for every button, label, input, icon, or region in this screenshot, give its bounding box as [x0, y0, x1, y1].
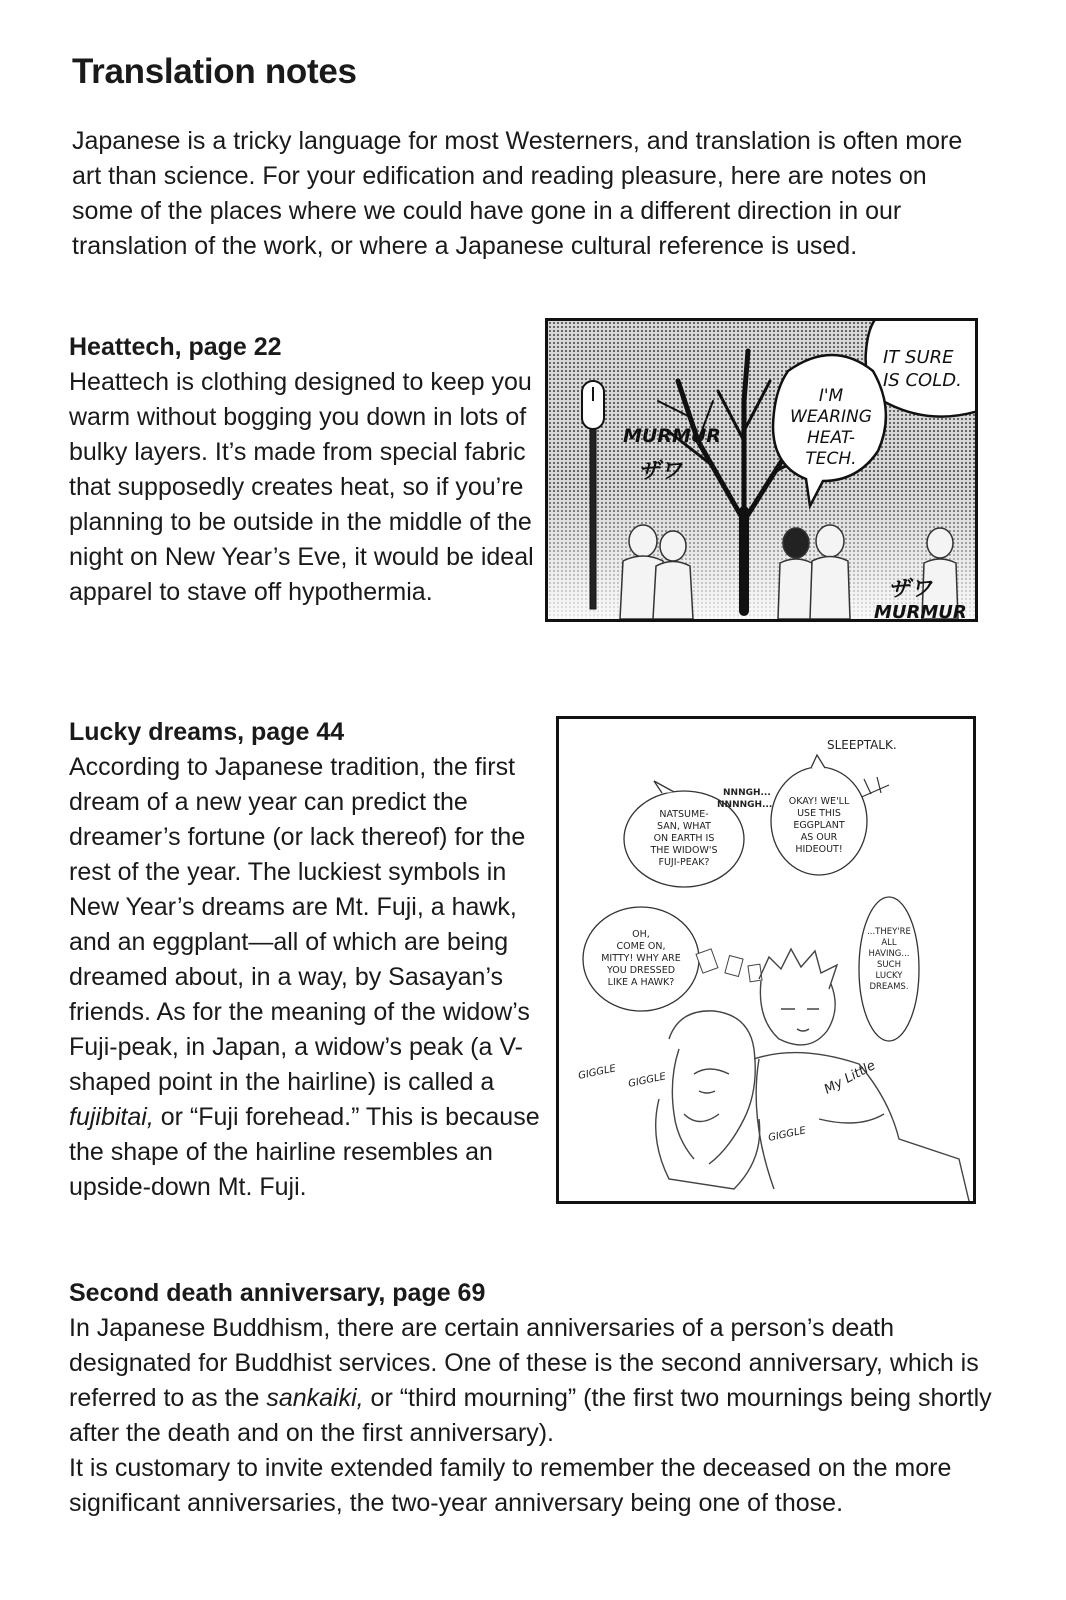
bubble-line: YOU DRESSED — [606, 965, 676, 976]
bubble-line: SAN, WHAT — [657, 821, 711, 832]
section-body — [69, 1311, 1019, 1451]
italic-term: fujibitai, — [69, 1103, 154, 1131]
section-heading: Lucky dreams, page 44 — [69, 718, 345, 746]
section-body-second: It is customary to invite extended family to remember the deceased on the more significant anniversaries, the two-year anniversary being one of those. — [69, 1454, 952, 1517]
bubble-line: ...THEY'RE — [867, 927, 911, 937]
bubble-line: DREAMS. — [869, 982, 909, 992]
sfx-giggle: GIGGLE — [577, 1063, 617, 1082]
svg-text:OKAY! WE'LLUSE THISEGGPLANTAS — [789, 796, 850, 855]
bubble-line: IT SURE — [883, 347, 954, 368]
bubble-line: HEAT- — [806, 428, 856, 448]
bubble-line: USE THIS — [797, 808, 841, 819]
sfx-murmur-top: MURMUR — [623, 425, 721, 447]
body-text: In Japanese Buddhism, there are certain anniversaries of a person’s death designated for Buddhist services. One of these is the second anniversary, which is referred to as the — [69, 1314, 979, 1412]
bubble-line: COME ON, — [616, 941, 666, 952]
bubble-line: AS OUR — [800, 832, 838, 843]
bubble-line: HAVING... — [868, 949, 910, 959]
speech-bubble-hawk — [583, 907, 699, 1011]
bubble-line: LUCKY — [875, 971, 903, 981]
section-lucky-dreams — [69, 715, 549, 1205]
bubble-line: WEARING — [790, 407, 872, 427]
sleeping-girl — [656, 1011, 760, 1189]
svg-text:NATSUME-SAN, WHATON EARTH ISTH — [650, 809, 718, 868]
bubble-line: LIKE A HAWK? — [607, 977, 675, 988]
italic-term: sankaiki, — [266, 1384, 364, 1412]
sleeptalk-nnngh: NNNGH... — [723, 788, 771, 798]
bubble-line: OKAY! WE'LL — [788, 796, 850, 807]
bubble-line: MITTY! WHY ARE — [601, 953, 681, 964]
bubble-line: IS COLD. — [883, 370, 962, 391]
paper-scraps — [696, 949, 762, 982]
bubble-line: SUCH — [877, 960, 901, 970]
manga-panel-heattech — [545, 318, 978, 622]
svg-text:NNNGH...NNNNGH... — [717, 788, 772, 810]
bubble-line: HIDEOUT! — [795, 844, 843, 855]
section-heading: Second death anniversary, page 69 — [69, 1279, 486, 1307]
bubble-line: ON EARTH IS — [653, 833, 715, 844]
bubble-line: I'M — [818, 386, 844, 406]
bubble-line: EGGPLANT — [793, 820, 845, 831]
sfx-kana-bottom: ザワ — [888, 577, 933, 602]
sleeptalk-nnngh: NNNNGH... — [717, 800, 773, 810]
section-heattech — [69, 330, 539, 610]
manga-illustration-sleeping — [559, 719, 973, 1201]
body-text: According to Japanese tradition, the first dream of a new year can predict the dreamer’s fortune (or lack thereof) for the rest of the year. The luckiest symbols in New Year’s dreams are Mt. Fuji, a hawk, and an eggplant—all of which are being dreamed about, in a way, by Sasayan’s friends. As for the meaning of the widow’s Fuji-peak, in Japan, a widow’s peak (a V-shaped point in the hairline) is called a — [69, 753, 530, 1096]
caption-sleeptalk: SLEEPTALK. — [827, 738, 897, 752]
section-body — [69, 750, 549, 1205]
bubble-line: ALL — [881, 938, 897, 948]
body-text: or “third mourning” (the first two mournings being shortly after the death and on the first anniversary). — [69, 1384, 992, 1447]
bubble-line: FUJI-PEAK? — [658, 857, 710, 868]
speech-bubble-lucky-dreams — [859, 897, 919, 1041]
bubble-line: TECH. — [805, 449, 857, 469]
section-death-anniversary — [69, 1276, 1019, 1521]
sfx-giggle: GIGGLE — [627, 1071, 667, 1090]
sfx-giggle: GIGGLE — [767, 1125, 807, 1144]
section-body: Heattech is clothing designed to keep you warm without bogging you down in lots of bulky layers. It’s made from special fabric that supposedly creates heat, so if you’re planning to be outside in the middle of the night on New Year’s Eve, it would be ideal apparel to stave off hypothermia. — [69, 368, 534, 606]
manga-illustration-street — [548, 321, 975, 619]
body-text: or “Fuji forehead.” This is because the shape of the hairline resembles an upside-down Mt. Fuji. — [69, 1103, 540, 1201]
manga-panel-lucky-dreams — [556, 716, 976, 1204]
bubble-line: OH, — [632, 929, 650, 940]
bubble-line: NATSUME- — [659, 809, 709, 820]
intro-paragraph: Japanese is a tricky language for most Westerners, and translation is often more art than science. For your edification and reading pleasure, here are notes on some of the places where we could have gone in a different direction in our translation of the work, or where a Japanese cultural reference is used. — [72, 127, 963, 260]
shirt-text: My Little — [821, 1058, 879, 1098]
speech-bubble-eggplant — [771, 755, 867, 875]
sfx-kana-top: ザワ — [638, 459, 683, 484]
sfx-murmur-bottom: MURMUR — [874, 602, 967, 619]
bubble-line: THE WIDOW'S — [650, 845, 718, 856]
page-title: Translation notes — [72, 52, 357, 91]
section-heading: Heattech, page 22 — [69, 333, 282, 361]
